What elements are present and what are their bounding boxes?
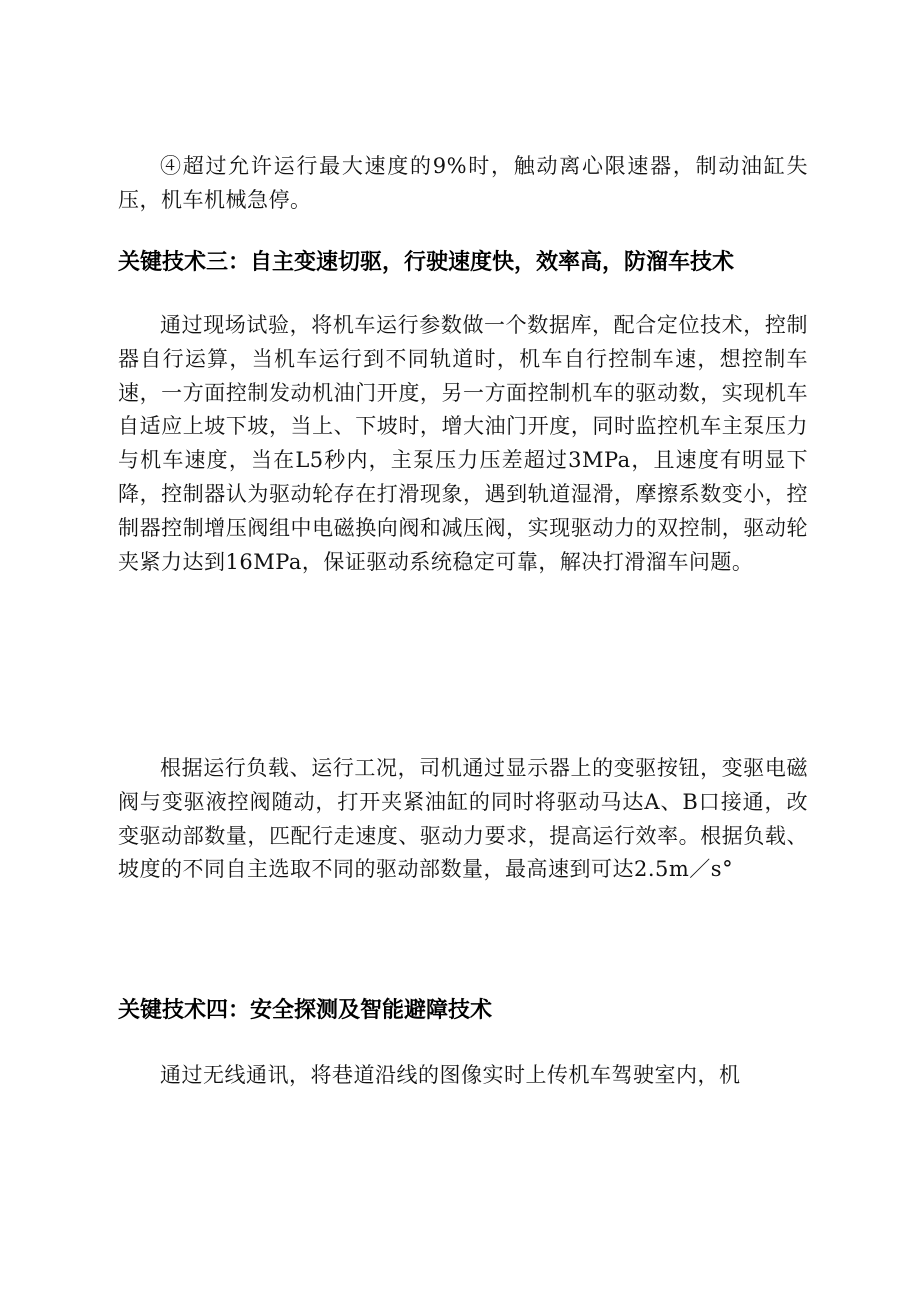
- heading-key-tech-4: 关键技术四：安全探测及智能避障技术: [118, 998, 493, 1023]
- paragraph-auto-speed-control: 通过现场试验，将机车运行参数做一个数据库，配合定位技术，控制器自行运算，当机车运行到不同轨道时，机车自行控制车速，想控制车速，一方面控制发动机油门开度，另一方面控制机车的驱动数，实现机车自适应上坡下坡，当上、下坡时，增大油门开度，同时监控机车主泵压力与机车速度，当在L5秒内，主泵压力压差超过3MPa，且速度有明显下降，控制器认为驱动轮存在打滑现象，遇到轨道湿滑，摩擦系数变小，控制器控制增压阀组中电磁换向阀和减压阀，实现驱动力的双控制，驱动轮夹紧力达到16MPa，保证驱动系统稳定可靠，解决打滑溜车问题。: [118, 313, 808, 574]
- paragraph-overspeed-stop: ④超过允许运行最大速度的9%时，触动离心限速器，制动油缸失压，机车机械急停。: [118, 154, 808, 212]
- paragraph-drive-switching: 根据运行负载、运行工况，司机通过显示器上的变驱按钮，变驱电磁阀与变驱液控阀随动，打开夹紧油缸的同时将驱动马达A、B口接通，改变驱动部数量，匹配行走速度、驱动力要求，提高运行效率。根据负载、坡度的不同自主选取不同的驱动部数量，最高速到可达2.5m／s°: [118, 756, 808, 882]
- paragraph-wireless-detection: 通过无线通讯，将巷道沿线的图像实时上传机车驾驶室内，机: [160, 1063, 741, 1087]
- heading-key-tech-3: 关键技术三：自主变速切驱，行驶速度快，效率高，防溜车技术: [118, 250, 735, 275]
